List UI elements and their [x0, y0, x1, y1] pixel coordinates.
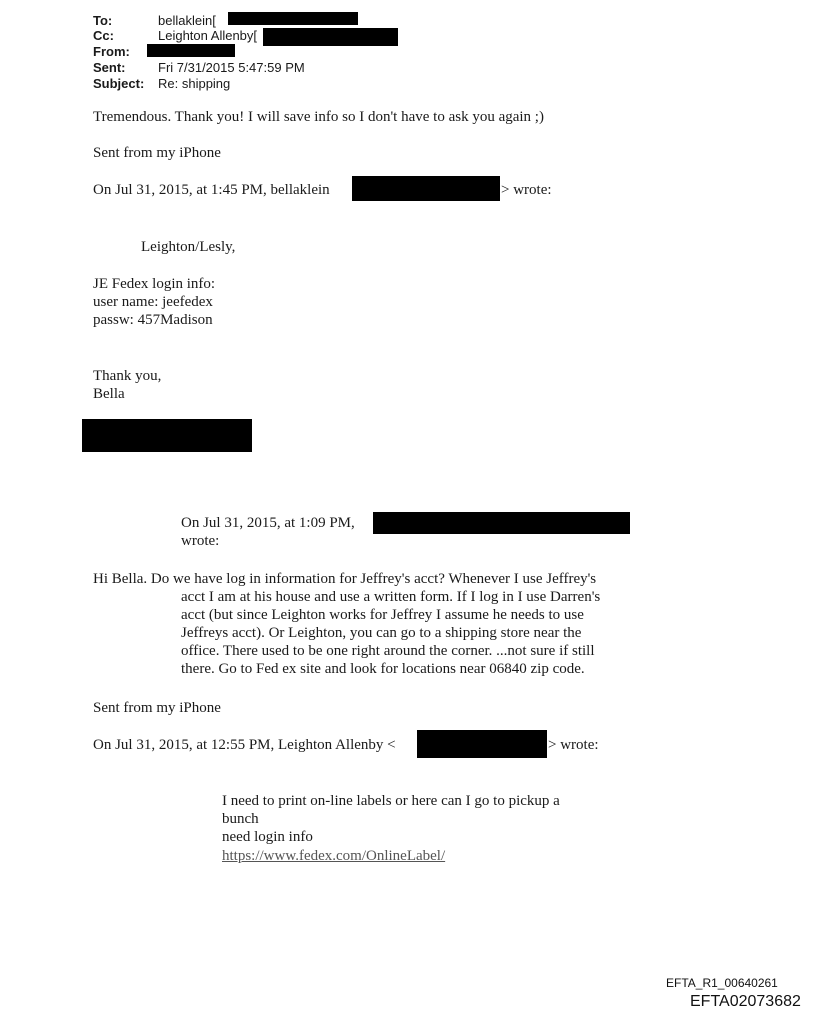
- quote-header-suffix: wrote:: [181, 533, 220, 549]
- quote-header: On Jul 31, 2015, at 12:55 PM, Leighton Allenby <: [93, 737, 396, 753]
- message-line: Jeffreys acct). Or Leighton, you can go to a shipping store near the: [181, 625, 582, 641]
- sent-value: Fri 7/31/2015 5:47:59 PM: [158, 60, 305, 75]
- quote-header-suffix: > wrote:: [548, 737, 599, 753]
- cc-label: Cc:: [93, 28, 114, 43]
- redaction-box: [82, 419, 252, 452]
- to-label: To:: [93, 13, 113, 28]
- login-info-line: passw: 457Madison: [93, 312, 213, 328]
- greeting: Leighton/Lesly,: [141, 239, 236, 255]
- message-line: office. There used to be one right around the corner. ...not sure if still: [181, 643, 595, 659]
- redaction-box: [147, 44, 235, 57]
- from-label: From:: [93, 44, 130, 59]
- to-value: bellaklein[: [158, 13, 216, 28]
- document-id: EFTA02073682: [690, 993, 801, 1010]
- subject-label: Subject:: [93, 76, 145, 91]
- redaction-box: [417, 730, 547, 758]
- sent-label: Sent:: [93, 60, 126, 75]
- closing: Thank you,: [93, 368, 162, 384]
- quote-header-suffix: > wrote:: [501, 182, 552, 198]
- closing-name: Bella: [93, 386, 125, 402]
- document-id: EFTA_R1_00640261: [666, 976, 778, 990]
- message-line: I need to print on-line labels or here can I go to pickup a: [222, 793, 560, 809]
- message-line: bunch: [222, 811, 259, 827]
- redaction-box: [352, 176, 500, 201]
- message-line: acct I am at his house and use a written form. If I log in I use Darren's: [181, 589, 601, 605]
- signature-iphone: Sent from my iPhone: [93, 145, 221, 161]
- signature-iphone: Sent from my iPhone: [93, 700, 221, 716]
- redaction-box: [228, 12, 358, 25]
- redaction-box: [263, 28, 398, 46]
- subject-value: Re: shipping: [158, 76, 231, 91]
- reply-line: Tremendous. Thank you! I will save info so I don't have to ask you again ;): [93, 109, 544, 125]
- message-line: there. Go to Fed ex site and look for locations near 06840 zip code.: [181, 661, 585, 677]
- message-line: acct (but since Leighton works for Jeffrey I assume he needs to use: [181, 607, 584, 623]
- quote-header: On Jul 31, 2015, at 1:09 PM,: [181, 515, 355, 531]
- login-info-line: user name: jeefedex: [93, 294, 213, 310]
- login-info-line: JE Fedex login info:: [93, 276, 216, 292]
- message-line: need login info: [222, 829, 313, 845]
- quote-header: On Jul 31, 2015, at 1:45 PM, bellaklein: [93, 182, 330, 198]
- fedex-link[interactable]: https://www.fedex.com/OnlineLabel/: [222, 848, 446, 864]
- cc-value: Leighton Allenby[: [158, 28, 258, 43]
- redaction-box: [373, 512, 630, 534]
- message-line: Hi Bella. Do we have log in information for Jeffrey's acct? Whenever I use Jeffrey's: [93, 571, 597, 587]
